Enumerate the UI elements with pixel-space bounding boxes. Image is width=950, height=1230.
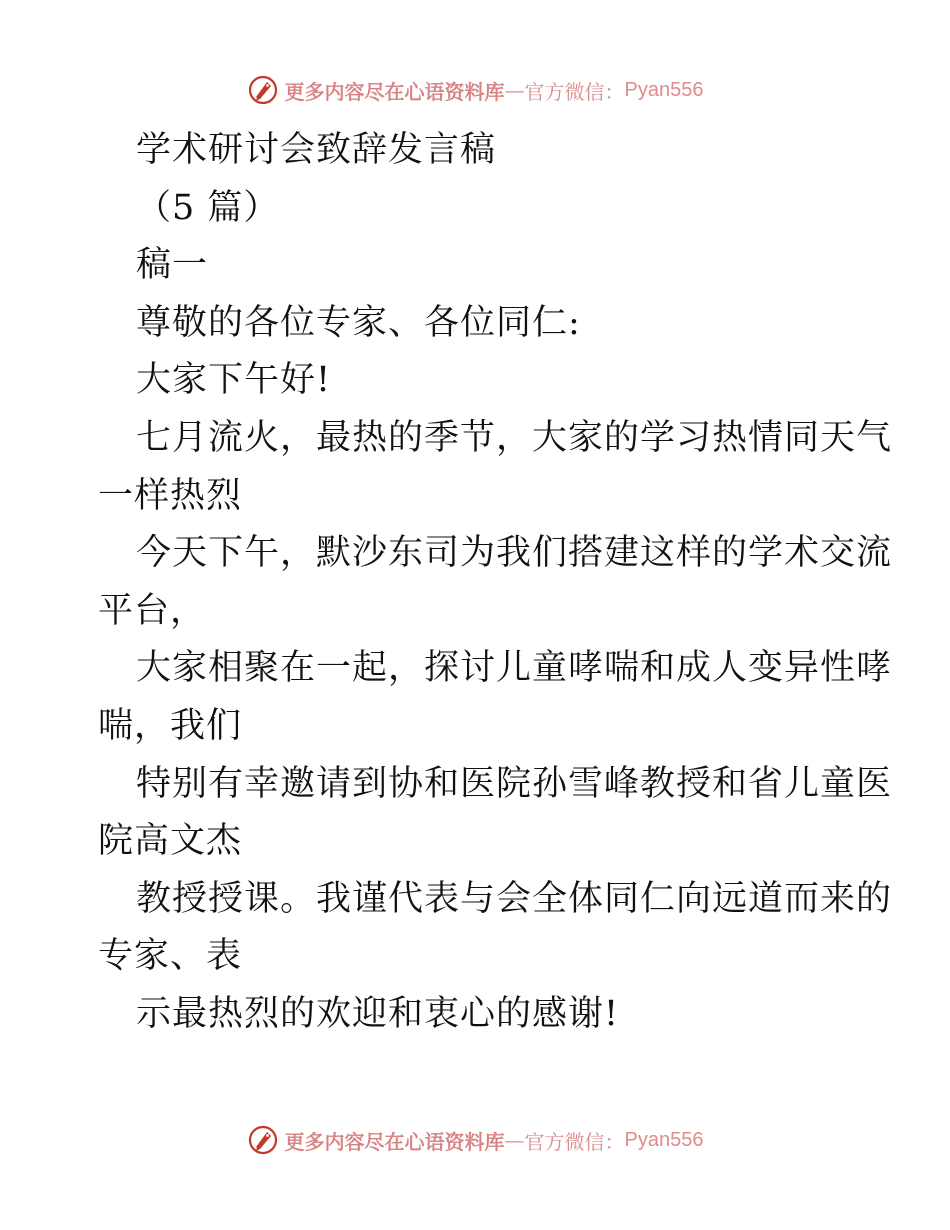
paragraph-line: 大家下午好! bbox=[136, 360, 332, 401]
document-body bbox=[98, 122, 893, 1044]
document-title: 学术研讨会致辞发言稿 bbox=[136, 130, 497, 170]
banner-wechat-id: Pyan556 bbox=[624, 78, 704, 101]
footer-banner bbox=[0, 1120, 950, 1160]
banner-wechat-label: 官方微信： bbox=[524, 79, 625, 104]
banner-wechat-id: Pyan556 bbox=[624, 1128, 704, 1151]
paragraph-line: 今天下午，默沙东司为我们搭建这样的学术交流 bbox=[136, 533, 893, 574]
banner-wechat-label: 官方微信： bbox=[524, 1129, 625, 1154]
pen-nib-logo-icon bbox=[247, 1124, 279, 1156]
banner-dash: — bbox=[504, 1128, 525, 1152]
paragraph-line: 尊敬的各位专家、各位同仁: bbox=[136, 302, 581, 343]
paragraph-line: 教授授课。我谨代表与会全体同仁向远道而来的 bbox=[136, 878, 893, 919]
pen-nib-logo-icon bbox=[247, 74, 279, 106]
banner-main-text: 更多内容尽在心语资料库 bbox=[284, 79, 505, 104]
paragraph-line: 七月流火，最热的季节，大家的学习热情同天气 bbox=[136, 417, 893, 458]
banner-main-text: 更多内容尽在心语资料库 bbox=[284, 1129, 505, 1154]
paragraph-line: 专家、表 bbox=[98, 936, 243, 977]
paragraph-line: 一样热烈 bbox=[98, 475, 243, 516]
banner-dash: — bbox=[504, 78, 525, 102]
section-heading: 稿一 bbox=[136, 245, 209, 286]
paragraph-line: 特别有幸邀请到协和医院孙雪峰教授和省儿童医 bbox=[136, 763, 893, 804]
paragraph-line: 喘，我们 bbox=[98, 705, 243, 746]
paragraph-line: 平台， bbox=[98, 590, 207, 631]
document-subtitle: （5 篇） bbox=[136, 187, 280, 228]
paragraph-line: 大家相聚在一起，探讨儿童哮喘和成人变异性哮 bbox=[136, 648, 893, 689]
paragraph-line: 院高文杰 bbox=[98, 821, 243, 862]
header-banner bbox=[0, 70, 950, 110]
paragraph-line: 示最热烈的欢迎和衷心的感谢! bbox=[136, 993, 620, 1034]
